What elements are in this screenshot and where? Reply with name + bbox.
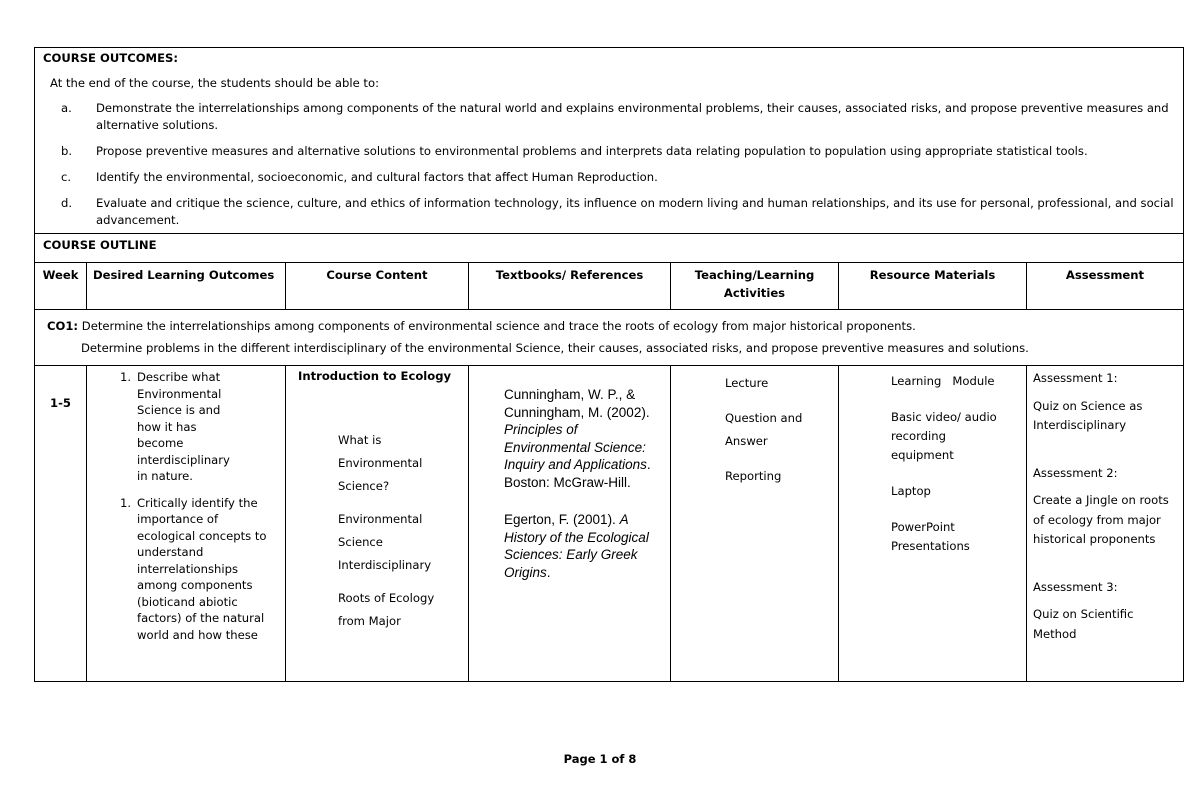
course-outcomes-title: COURSE OUTCOMES:	[43, 51, 178, 65]
reference-tail: . Boston: McGraw-Hill.	[504, 457, 651, 490]
week-cell: 1-5	[35, 366, 87, 682]
list-item: Learning Module	[891, 374, 995, 388]
outcome-item	[43, 195, 1175, 229]
reference-authors: Cunningham, W. P., & Cunningham, M. (2002).	[504, 387, 650, 420]
outcome-letter: a.	[61, 101, 72, 115]
learning-outcome-text: Critically identify the importance of ecological concepts to understand interrelationships among components (bioticand abiotic factors) of the natural world and how these	[137, 495, 267, 642]
outcome-item	[43, 169, 1175, 186]
header-teaching-learning-activities: Teaching/Learning Activities	[671, 263, 839, 310]
outcome-letter: d.	[61, 196, 73, 210]
assessment-cell	[1027, 366, 1184, 682]
co1-row	[35, 310, 1184, 366]
assessment-label: Assessment 3:	[1033, 579, 1118, 594]
list-item: Roots of Ecology from Major	[338, 591, 435, 628]
outcome-text: Evaluate and critique the science, culture, and ethics of information technology, its influence on modern living and human relationships, and its use for personal, professional, and social advancement.	[96, 196, 1174, 227]
outcome-letter: c.	[61, 170, 72, 184]
outcome-letter: b.	[61, 144, 73, 158]
reference-title: A History of the Ecological Sciences: Early Greek Origins	[504, 512, 649, 580]
table-row	[35, 366, 1184, 682]
header-course-content: Course Content	[286, 263, 469, 310]
page-number: Page 1 of 8	[563, 752, 637, 766]
activities-cell	[671, 366, 839, 682]
header-assessment: Assessment	[1027, 263, 1184, 310]
outcome-text: Propose preventive measures and alternative solutions to environmental problems and interprets data relating population to population using appropriate statistical tools.	[96, 144, 1088, 158]
learning-outcome-number: 1.	[119, 370, 131, 384]
references-cell	[469, 366, 671, 682]
header-week: Week	[35, 263, 87, 310]
assessment-text: Quiz on Scientific Method	[1033, 607, 1134, 641]
header-resource-materials: Resource Materials	[839, 263, 1027, 310]
list-item: PowerPoint Presentations	[891, 520, 970, 553]
course-content-list	[298, 429, 458, 633]
co1-label: CO1:	[47, 319, 79, 333]
header-desired-learning-outcomes: Desired Learning Outcomes	[87, 263, 286, 310]
header-textbooks-references: Textbooks/ References	[469, 263, 671, 310]
outcome-text: Identify the environmental, socioeconomic, and cultural factors that affect Human Reproduction.	[96, 170, 658, 184]
course-outcomes-section	[35, 48, 1184, 234]
assessment-text: Quiz on Science as Interdisciplinary	[1033, 398, 1143, 432]
list-item: Basic video/ audio recording equipment	[891, 410, 997, 462]
reference-item	[504, 511, 660, 581]
reference-item	[504, 386, 660, 491]
reference-title: Principles of Environmental Science: Inquiry and Applications	[504, 422, 647, 472]
course-outcomes-intro: At the end of the course, the students should be able to:	[50, 76, 379, 90]
outcome-item	[43, 143, 1175, 160]
co1-line-1	[47, 315, 1175, 337]
course-outline-title-row	[35, 234, 1184, 263]
reference-authors: Egerton, F. (2001).	[504, 512, 616, 527]
list-item: Laptop	[891, 484, 931, 498]
list-item: What is Environmental Science?	[338, 433, 423, 493]
learning-outcome-item	[91, 495, 281, 644]
outcome-item	[43, 100, 1175, 134]
outcome-text: Demonstrate the interrelationships among components of the natural world and explains environmental problems, their causes, associated risks, and propose preventive measures and alternative solutions.	[96, 101, 1169, 132]
learning-outcome-text: Describe what Environmental Science is and how it has become interdisciplinary in nature.	[137, 370, 230, 483]
assessment-label: Assessment 2:	[1033, 465, 1118, 480]
list-item: Lecture	[725, 376, 769, 390]
co1-text: Determine the interrelationships among components of environmental science and trace the roots of ecology from major historical proponents.	[81, 319, 916, 333]
assessment-text: Create a Jingle on roots of ecology from major historical proponents	[1033, 493, 1169, 546]
resources-cell	[839, 366, 1027, 682]
reference-tail: .	[546, 564, 551, 580]
course-content-title: Introduction to Ecology	[298, 369, 452, 383]
list-item: Environmental Science Interdisciplinary	[338, 512, 432, 572]
syllabus-page	[34, 47, 1183, 682]
list-item: Question and Answer	[725, 411, 803, 448]
course-content-cell	[286, 366, 469, 682]
course-outline-title: COURSE OUTLINE	[35, 234, 1184, 263]
assessment-label: Assessment 1:	[1033, 371, 1118, 385]
list-item: Reporting	[725, 469, 782, 483]
table-header-row	[35, 263, 1184, 310]
co1-section	[35, 310, 1184, 366]
co1-line-2: Determine problems in the different interdisciplinary of the environmental Science, their causes, associated risks, and propose preventive measures and solutions.	[81, 341, 1029, 355]
learning-outcomes-cell	[87, 366, 286, 682]
syllabus-table	[34, 47, 1184, 682]
course-outcomes-row	[35, 48, 1184, 234]
learning-outcome-item	[91, 369, 281, 485]
learning-outcome-number: 1.	[119, 495, 131, 510]
